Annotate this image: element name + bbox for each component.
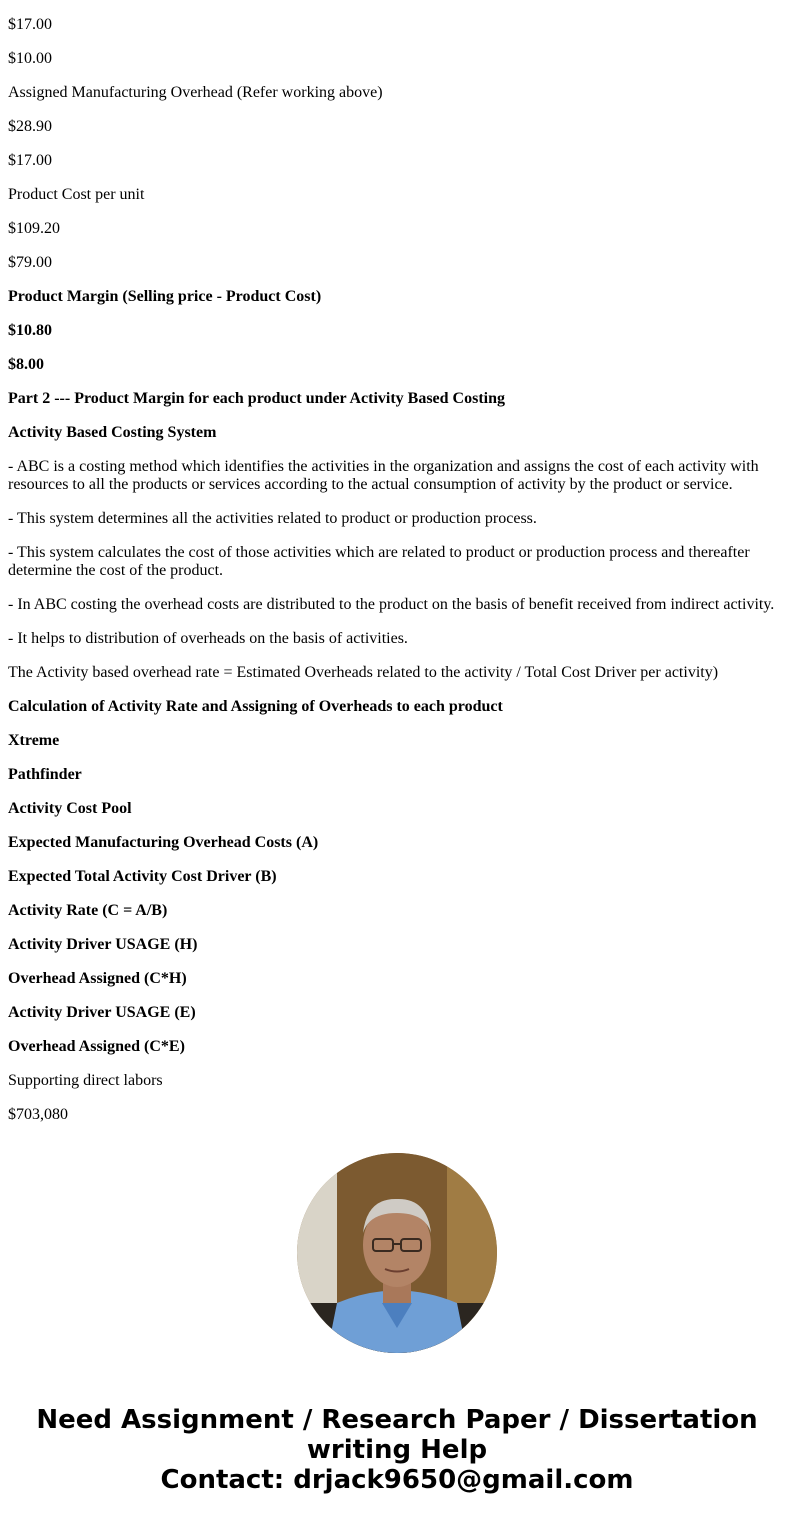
document-line: Activity Based Costing System [8, 424, 217, 441]
document-line: - This system determines all the activities related to product or production process. [8, 510, 537, 527]
document-line: $17.00 [8, 152, 52, 169]
document-line: Expected Manufacturing Overhead Costs (A) [8, 834, 319, 851]
document-line: - This system calculates the cost of those activities which are related to product or production process and thereafter determine the cost of the product. [8, 544, 750, 579]
promo-line-help: Need Assignment / Research Paper / Dissertation writing Help [36, 1405, 758, 1465]
document-line: $8.00 [8, 356, 44, 373]
promo-message [0, 1405, 794, 1495]
document-line: Calculation of Activity Rate and Assigning of Overheads to each product [8, 698, 503, 715]
document-line: - ABC is a costing method which identifies the activities in the organization and assigns the cost of each activity with resources to all the products or services according to the actual consumption of activity by the product or service. [8, 458, 759, 493]
document-line: Activity Rate (C = A/B) [8, 902, 168, 919]
document-line: $109.20 [8, 220, 60, 237]
document-line: Overhead Assigned (C*E) [8, 1038, 185, 1055]
document-line: Assigned Manufacturing Overhead (Refer working above) [8, 84, 383, 101]
document-line: Pathfinder [8, 766, 82, 783]
document-line: $703,080 [8, 1106, 68, 1122]
document-line: Part 2 --- Product Margin for each product under Activity Based Costing [8, 390, 506, 407]
document-line: Expected Total Activity Cost Driver (B) [8, 868, 277, 885]
person-photo-icon [297, 1153, 497, 1353]
document-line: Xtreme [8, 732, 60, 749]
document-line: - It helps to distribution of overheads on the basis of activities. [8, 630, 408, 647]
document-line: Product Cost per unit [8, 186, 145, 203]
document-line: $17.00 [8, 16, 52, 33]
document-line: $10.80 [8, 322, 52, 339]
document-line: The Activity based overhead rate = Estimated Overheads related to the activity / Total Cost Driver per activity) [8, 664, 719, 681]
document-line: $79.00 [8, 254, 52, 271]
document-line: Supporting direct labors [8, 1072, 163, 1089]
promo-section [0, 1122, 794, 1523]
document-line: $28.90 [8, 118, 52, 135]
document-line: Activity Driver USAGE (E) [8, 1004, 196, 1021]
document-line: Product Margin (Selling price - Product Cost) [8, 288, 322, 305]
document-line: $10.00 [8, 50, 52, 67]
document-line: - In ABC costing the overhead costs are distributed to the product on the basis of benefit received from indirect activity. [8, 596, 775, 613]
document-line: Activity Driver USAGE (H) [8, 936, 198, 953]
document-line: Activity Cost Pool [8, 800, 132, 817]
document-line: Overhead Assigned (C*H) [8, 970, 187, 987]
avatar [297, 1153, 497, 1353]
promo-line-contact: Contact: drjack9650@gmail.com [160, 1465, 634, 1495]
document-lines [8, 0, 786, 1122]
